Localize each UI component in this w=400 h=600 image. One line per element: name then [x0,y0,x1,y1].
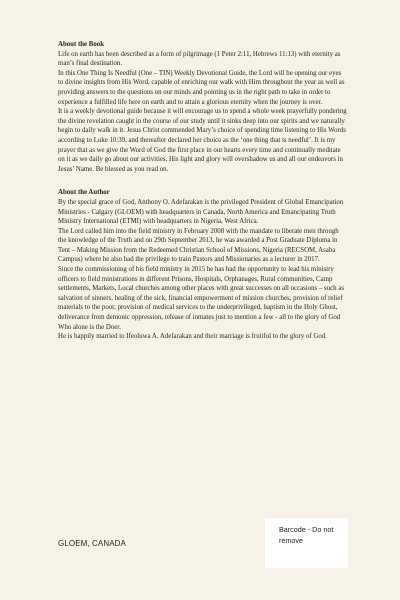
about-author-paragraph: He is happily married to Ifeoluwa A. Adefarakan and their marriage is fruitful to the glory of God. [58,333,327,341]
section-spacer [58,174,348,188]
publisher-name: GLOEM, CANADA [58,539,126,548]
about-author-title: About the Author [58,189,110,197]
barcode-placeholder: Barcode - Do not remove [265,518,348,568]
about-book-title: About the Book [58,41,105,48]
about-book-paragraph: It is a weekly devotional guide because it will encourage us to spend a whole week prayerfully pondering the divine revelation caught in the course of our study until it sinks deep into our spirits and we naturally begin to daily walk in it. Jesus Christ commended Mary’s choice of spending time listening to His Words according to Luke 10:39, and thereafter declared her choice as the ‘one thing that is needful’. It is my prayer that as we give the Word of God the first place in our hearts every time and continually meditate on it as we daily go about our activities, His light and glory will overshadow us and all our endeavors in Jesus’ Name. Be blessed as you read on. [58,108,347,173]
about-author-paragraph: By the special grace of God, Anthony O. Adefarakan is the privileged President of Global Emancipation Ministries - Calgary (GLOEM) with headquarters in Canada, North America and Emancipating Truth Ministry International (ETMI) with headquarters in Nigeria, West Africa. [58,198,344,226]
about-book-paragraph: Life on earth has been described as a form of pilgrimage (1 Peter 2:11, Hebrews 11:13) with eternity as man’s final destination. [58,50,341,68]
about-book-paragraph: In this One Thing Is Needful (One – TIN) Weekly Devotional Guide, the Lord will be opening our eyes to divine insights from His Word, capable of enriching our walk with Him throughout the year as well as providing answers to the questions on our minds and pointing us in the right path to take in order to experience a fulfilled life here on earth and to attain a glorious eternity when the journey is over. [58,69,345,106]
about-author-paragraph: Since the commissioning of his field ministry in 2015 he has had the opportunity to lead his ministry officers to field ministrations in different Prisons, Hospitals, Orphanages, Rural communities, Camp settlements, Markets, Local churches among other places with great successes on all occasions – such as salvation of sinners, healing of the sick, financial empowerment of mission churches, provision of relief materials to the poor, provision of medical services to the underprivileged, baptism in the Holy Ghost, deliverance from demonic oppression, release of inmates just to mention a few - all to the glory of God Who alone is the Doer. [58,266,345,331]
about-author-paragraph: The Lord called him into the field ministry in February 2008 with the mandate to liberate men through the knowledge of the Truth and on 29th September 2013, he was awarded a Post Graduate Diploma in Tent – Making Mission from the Redeemed Christian School of Missions, Nigeria (RECSOM, Asaba Campus) where he also had the privilege to train Pastors and Missionaries as a lecturer in 2017. [58,227,339,264]
cover-text [58,40,348,342]
